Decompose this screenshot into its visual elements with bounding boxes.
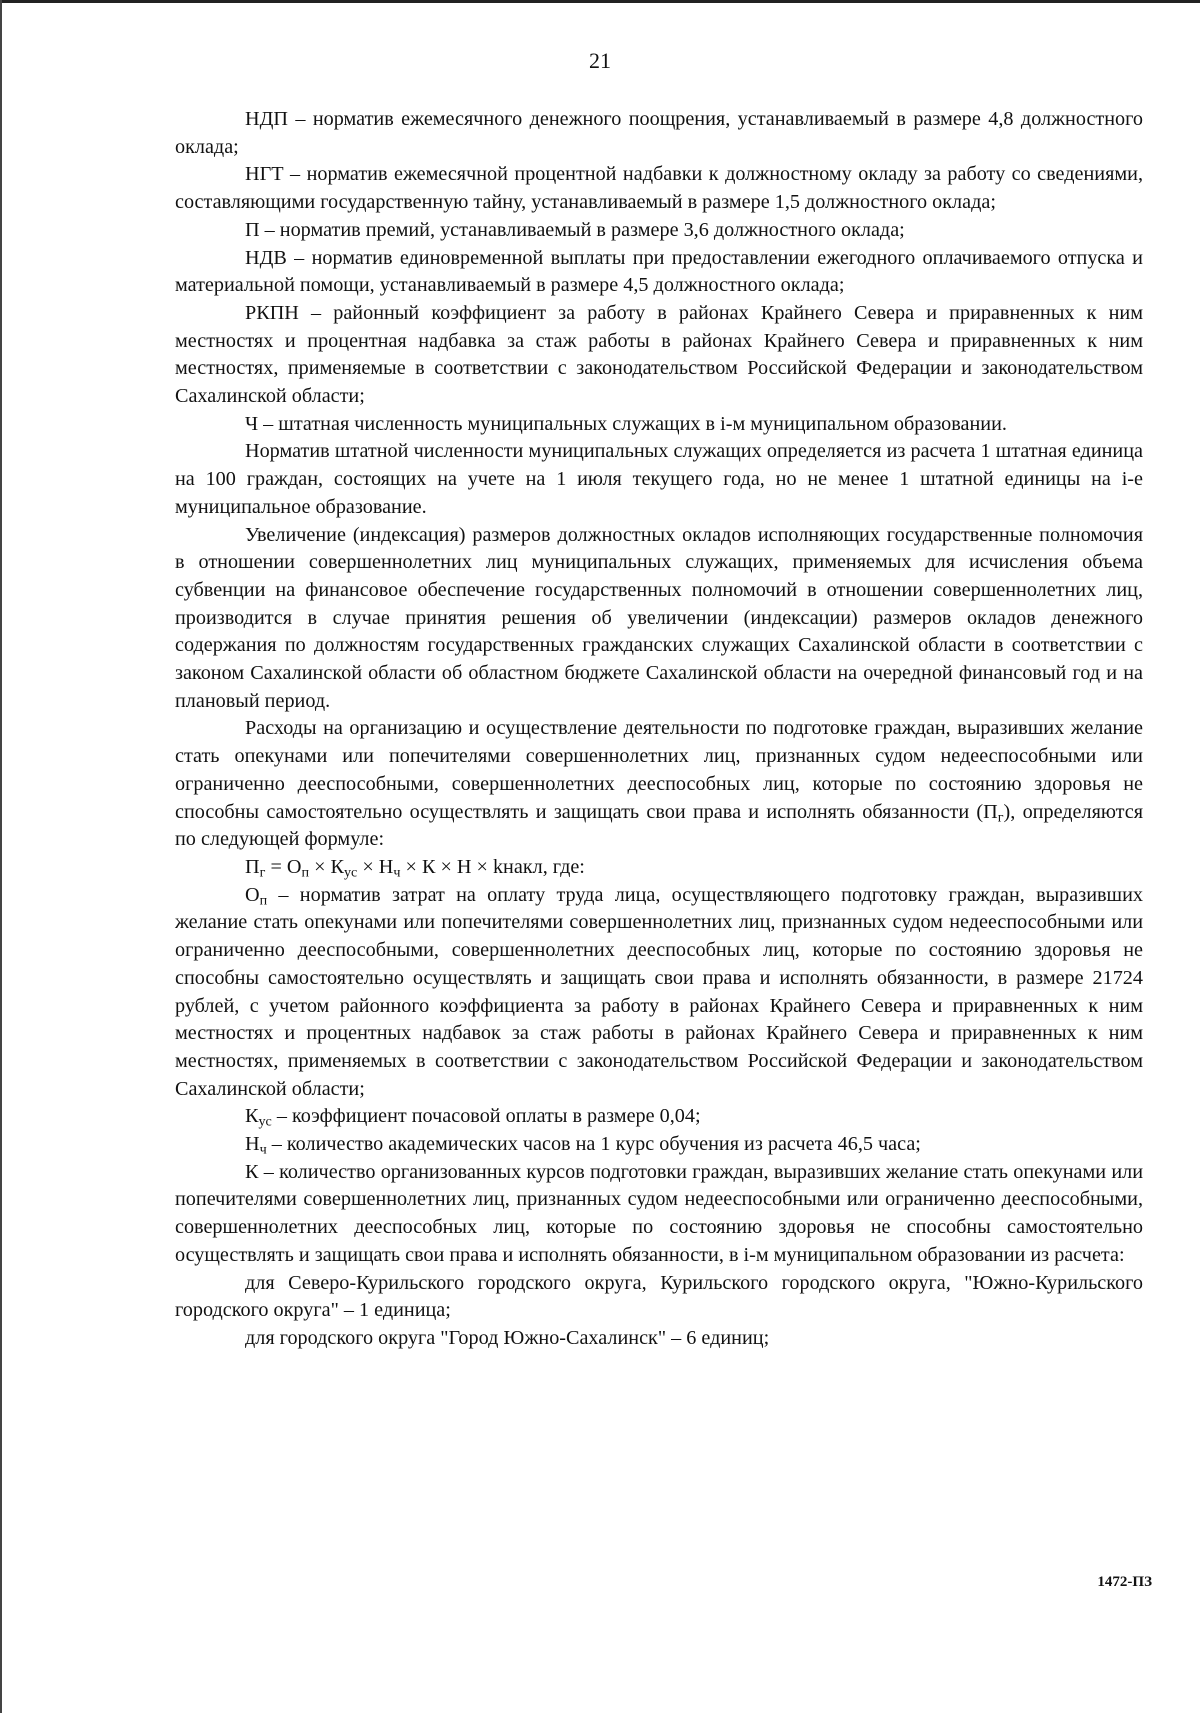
formula-lhs-sub: г <box>259 864 266 881</box>
formula-h: × Н <box>357 855 394 878</box>
kus-sub: ус <box>258 1113 272 1130</box>
op-text: – норматив затрат на оплату труда лица, осуществляющего подготовку граждан, выразивших желание стать опекунами или попечителями совершеннолетних лиц, признанных судом недееспособными или ограниченно дееспособными, совершеннолетних дееспособных лиц, которые по состоянию здоровья не способны самостоятельно осуществлять и защищать свои права и исполнять обязанности, в размере 21724 рублей, с учетом районного коэффициента за работу в районах Крайнего Севера и приравненных к ним местностях и процентных надбавок за стаж работы в районах Крайнего Севера и приравненных к ним местностях, применяемых в соответствии с законодательством Российской Федерации и законодательством Сахалинской области; <box>175 883 1143 1100</box>
expenses-text: Расходы на организацию и осуществление деятельности по подготовке граждан, выразивших желание стать опекунами или попечителями совершеннолетних лиц, признанных судом недееспособными или ограниченно дееспособными, совершеннолетних дееспособных лиц, которые по состоянию здоровья не способны самостоятельно осуществлять и защищать свои права и исполнять обязанности (П <box>175 717 1143 823</box>
paragraph-rkpn: РКПН – районный коэффициент за работу в районах Крайнего Севера и приравненных к ним местностях и процентная надбавка за стаж работы в районах Крайнего Севера и приравненных к ним местностях, применяемые в соответствии с законодательством Российской Федерации и законодательством Сахалинской области; <box>175 301 1143 408</box>
paragraph-ch: Ч – штатная численность муниципальных служащих в i-м муниципальном образовании. <box>245 412 1007 435</box>
paragraph-ngt: НГТ – норматив ежемесячной процентной надбавки к должностному окладу за работу со сведениями, составляющими государственную тайну, устанавливаемый в размере 1,5 должностного оклада; <box>175 163 1143 214</box>
page-left-edge <box>0 0 2 1713</box>
paragraph-kurils: для Северо-Курильского городского округа, Курильского городского округа, "Южно-Курильского городского округа" – 1 единица; <box>175 1271 1143 1322</box>
expenses-end: ), определяются по следующей формуле: <box>175 800 1143 851</box>
document-code: 1472-ПЗ <box>1097 1574 1152 1590</box>
nch-text: – количество академических часов на 1 курс обучения из расчета 46,5 часа; <box>266 1133 921 1156</box>
paragraph-expenses <box>175 715 1143 854</box>
paragraph-yuzhno-sakhalinsk: для городского округа "Город Южно-Сахалинск" – 6 единиц; <box>245 1326 770 1349</box>
formula-o-sub: п <box>301 864 310 881</box>
paragraph-k-courses: К – количество организованных курсов подготовки граждан, выразивших желание стать опекунами или попечителями совершеннолетних лиц, признанных судом недееспособными или ограниченно дееспособными, совершеннолетних дееспособных лиц, которые по состоянию здоровья не способны самостоятельно осуществлять и защищать свои права и исполнять обязанности, в i-м муниципальном образовании из расчета: <box>175 1160 1143 1266</box>
nch-sub: ч <box>259 1141 267 1158</box>
formula-eq: = О <box>265 855 302 878</box>
formula-lhs: П <box>245 855 260 878</box>
kus-var: К <box>245 1105 259 1128</box>
paragraph-kus <box>175 1103 1143 1131</box>
kus-text: – коэффициент почасовой оплаты в размере 0,04; <box>271 1105 701 1128</box>
op-sub: п <box>259 892 268 909</box>
paragraph-p-premii: П – норматив премий, устанавливаемый в размере 3,6 должностного оклада; <box>245 218 905 241</box>
formula-k: × К <box>309 855 344 878</box>
paragraph-ndp: НДП – норматив ежемесячного денежного поощрения, устанавливаемый в размере 4,8 должностного оклада; <box>175 108 1143 158</box>
formula-h-sub: ч <box>393 864 401 881</box>
paragraph-staff-norm: Норматив штатной численности муниципальных служащих определяется из расчета 1 штатная единица на 100 граждан, состоящих на учете на 1 июля текущего года, но не менее 1 штатной единицы на i-е муниципальное образование. <box>175 440 1143 518</box>
paragraph-op <box>175 882 1143 1104</box>
nch-var: Н <box>245 1133 260 1156</box>
document-body <box>175 106 1143 1353</box>
formula-k-sub: ус <box>343 864 358 881</box>
paragraph-indexation: Увеличение (индексация) размеров должностных окладов исполняющих государственные полномочия в отношении совершеннолетних лиц муниципальных служащих, применяемых для исчисления объема субвенции на финансовое обеспечение государственных полномочий в отношении совершеннолетних лиц, производится в случае принятия решения об увеличении (индексации) размеров окладов денежного содержания по должностям государственных гражданских служащих Сахалинской области в соответствии с законом Сахалинской области об областном бюджете Сахалинской области на очередной финансовый год и на плановый период. <box>175 523 1143 712</box>
op-var: О <box>245 883 260 906</box>
page-number: 21 <box>589 48 611 73</box>
formula-line <box>175 854 1143 882</box>
formula-rest: × К × Н × kнакл, где: <box>400 855 585 878</box>
page-top-edge <box>0 0 1200 3</box>
expenses-sub: г <box>997 809 1004 826</box>
paragraph-ndv: НДВ – норматив единовременной выплаты при предоставлении ежегодного оплачиваемого отпуска и материальной помощи, устанавливаемый в размере 4,5 должностного оклада; <box>175 246 1143 297</box>
paragraph-nch <box>175 1131 1143 1159</box>
